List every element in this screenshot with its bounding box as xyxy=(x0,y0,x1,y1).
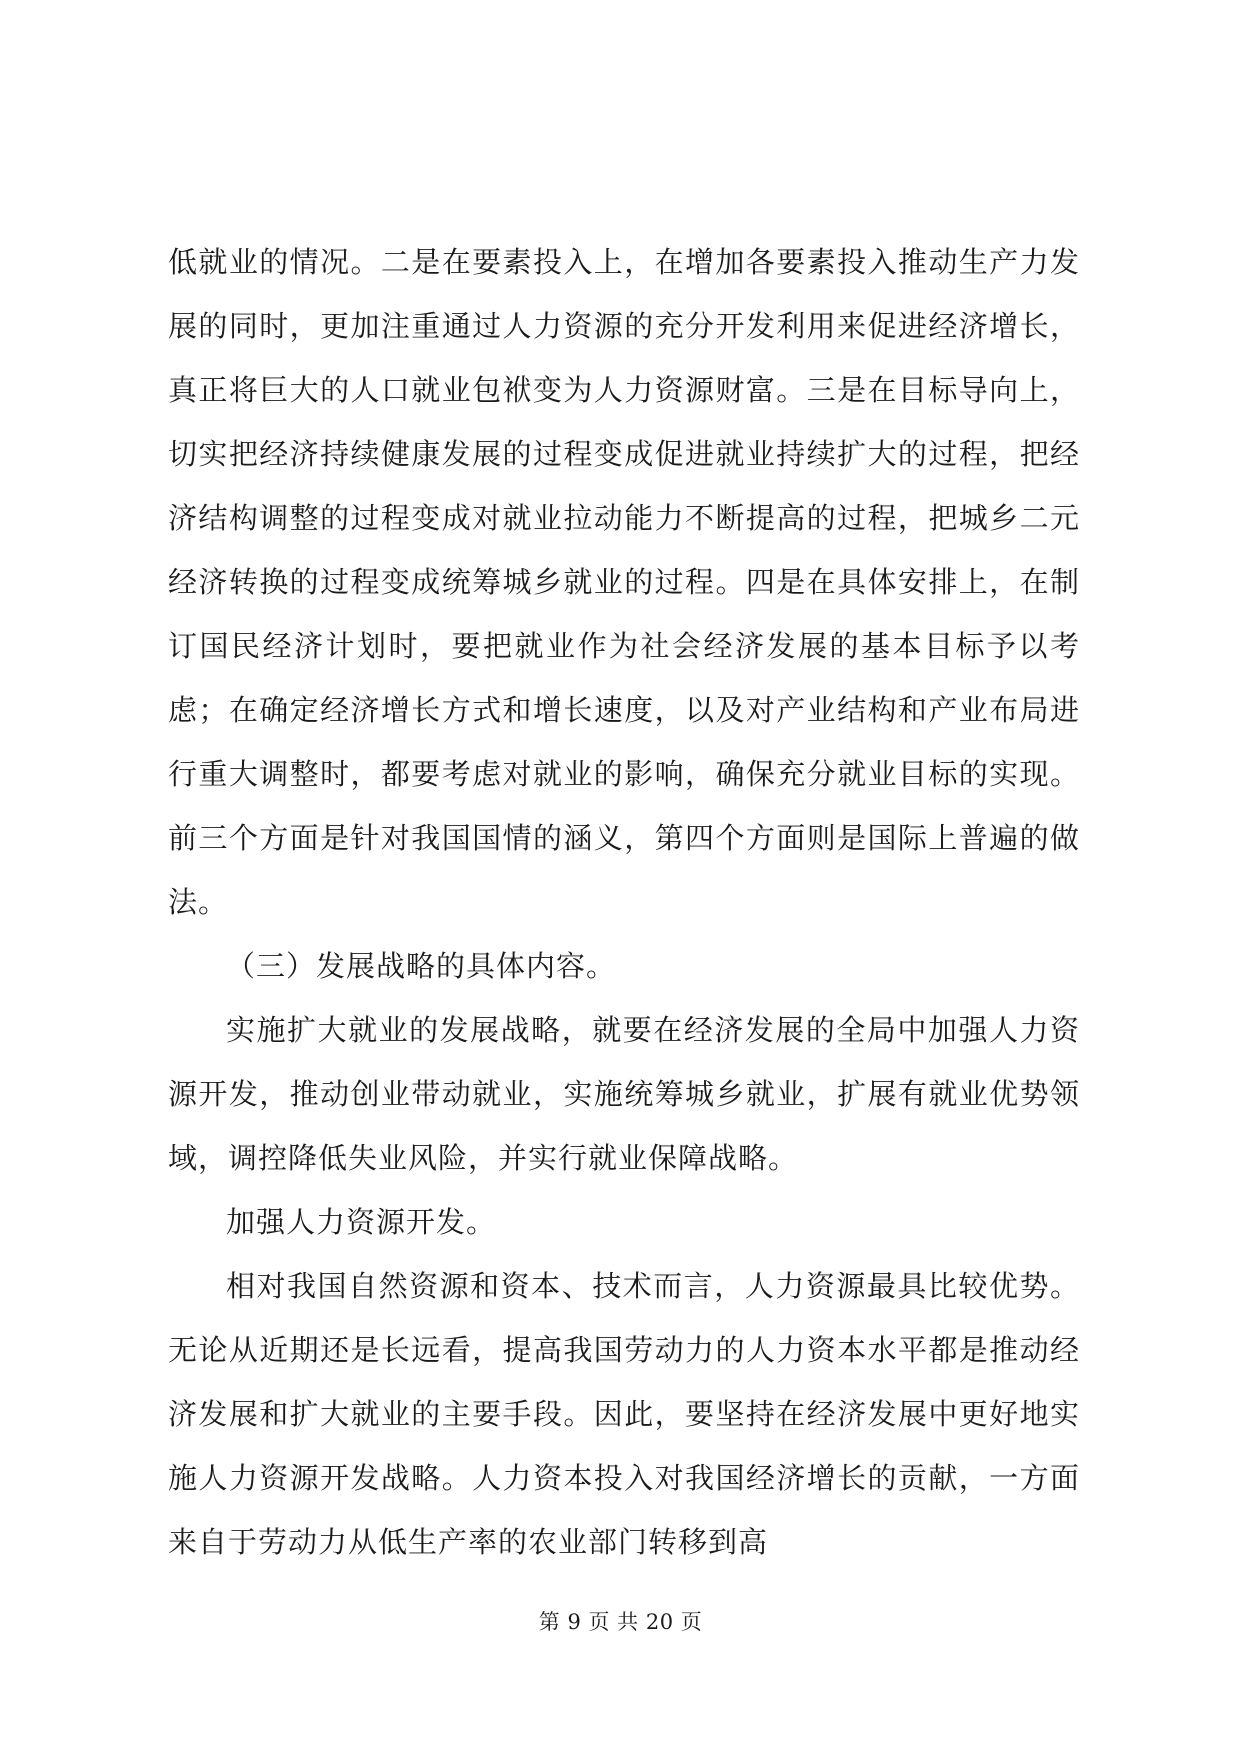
paragraph: 相对我国自然资源和资本、技术而言，人力资源最具比较优势。无论从近期还是长远看，提高我国劳动力的人力资本水平都是推动经济发展和扩大就业的主要手段。因此，要坚持在经济发展中更好地实施人力资源开发战略。人力资本投入对我国经济增长的贡献，一方面来自于劳动力从低生产率的农业部门转移到高 xyxy=(168,1269,1080,1559)
page-number-footer: 第 9 页 共 20 页 xyxy=(538,1610,703,1634)
subheading: 加强人力资源开发。 xyxy=(226,1205,497,1239)
paragraph-continuation: 低就业的情况。二是在要素投入上，在增加各要素投入推动生产力发展的同时，更加注重通过人力资源的充分开发利用来促进经济增长，真正将巨大的人口就业包袱变为人力资源财富。三是在目标导向上，切实把经济持续健康发展的过程变成促进就业持续扩大的过程，把经济结构调整的过程变成对就业拉动能力不断提高的过程，把城乡二元经济转换的过程变成统筹城乡就业的过程。四是在具体安排上，在制订国民经济计划时，要把就业作为社会经济发展的基本目标予以考虑；在确定经济增长方式和增长速度，以及对产业结构和产业布局进行重大调整时，都要考虑对就业的影响，确保充分就业目标的实现。前三个方面是针对我国国情的涵义，第四个方面则是国际上普遍的做法。 xyxy=(168,245,1080,919)
section-heading: （三）发展战略的具体内容。 xyxy=(226,949,617,983)
body-text xyxy=(168,230,1080,1574)
paragraph: 实施扩大就业的发展战略，就要在经济发展的全局中加强人力资源开发，推动创业带动就业，实施统筹城乡就业，扩展有就业优势领域，调控降低失业风险，并实行就业保障战略。 xyxy=(168,1013,1080,1175)
